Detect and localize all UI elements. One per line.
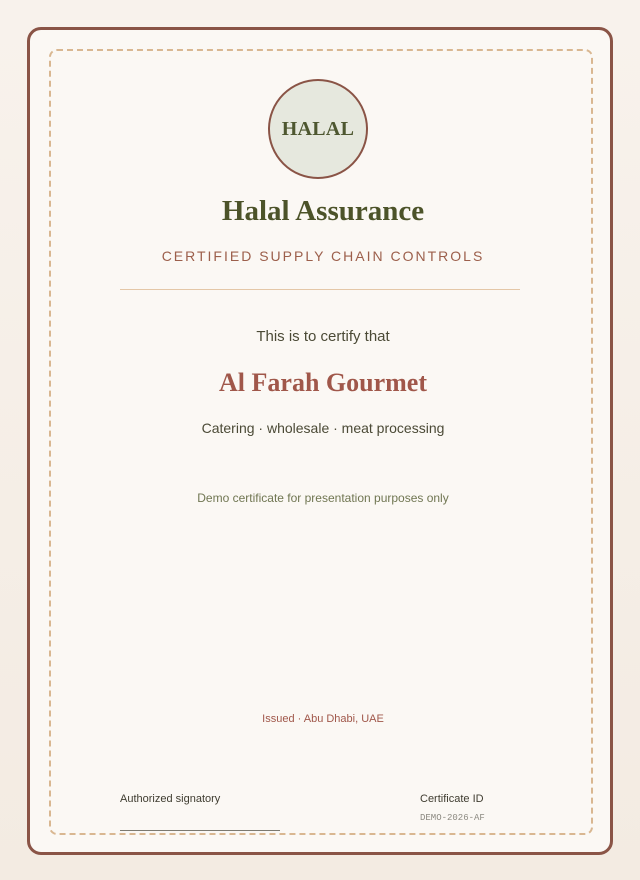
certificate-subtitle: CERTIFIED SUPPLY CHAIN CONTROLS xyxy=(161,248,485,264)
halal-seal xyxy=(268,79,368,179)
certificate-title: Halal Assurance xyxy=(221,195,425,227)
divider xyxy=(120,289,520,290)
demo-notice: Demo certificate for presentation purposes only xyxy=(197,491,449,505)
certificate-card xyxy=(27,27,613,855)
certification-scope: Catering · wholesale · meat processing xyxy=(201,420,445,436)
certificate-id-value: DEMO-2026-AF xyxy=(420,813,485,823)
seal-text: HALAL xyxy=(281,117,355,140)
signature-line xyxy=(120,830,280,831)
issued-location: Issued · Abu Dhabi, UAE xyxy=(262,713,384,725)
certificate-id-block xyxy=(420,792,560,824)
recipient-name: Al Farah Gourmet xyxy=(219,368,427,397)
certification-intro: This is to certify that xyxy=(256,328,390,345)
signatory-block xyxy=(120,792,300,806)
signatory-label: Authorized signatory xyxy=(120,793,221,805)
certificate-id-label: Certificate ID xyxy=(420,793,484,805)
